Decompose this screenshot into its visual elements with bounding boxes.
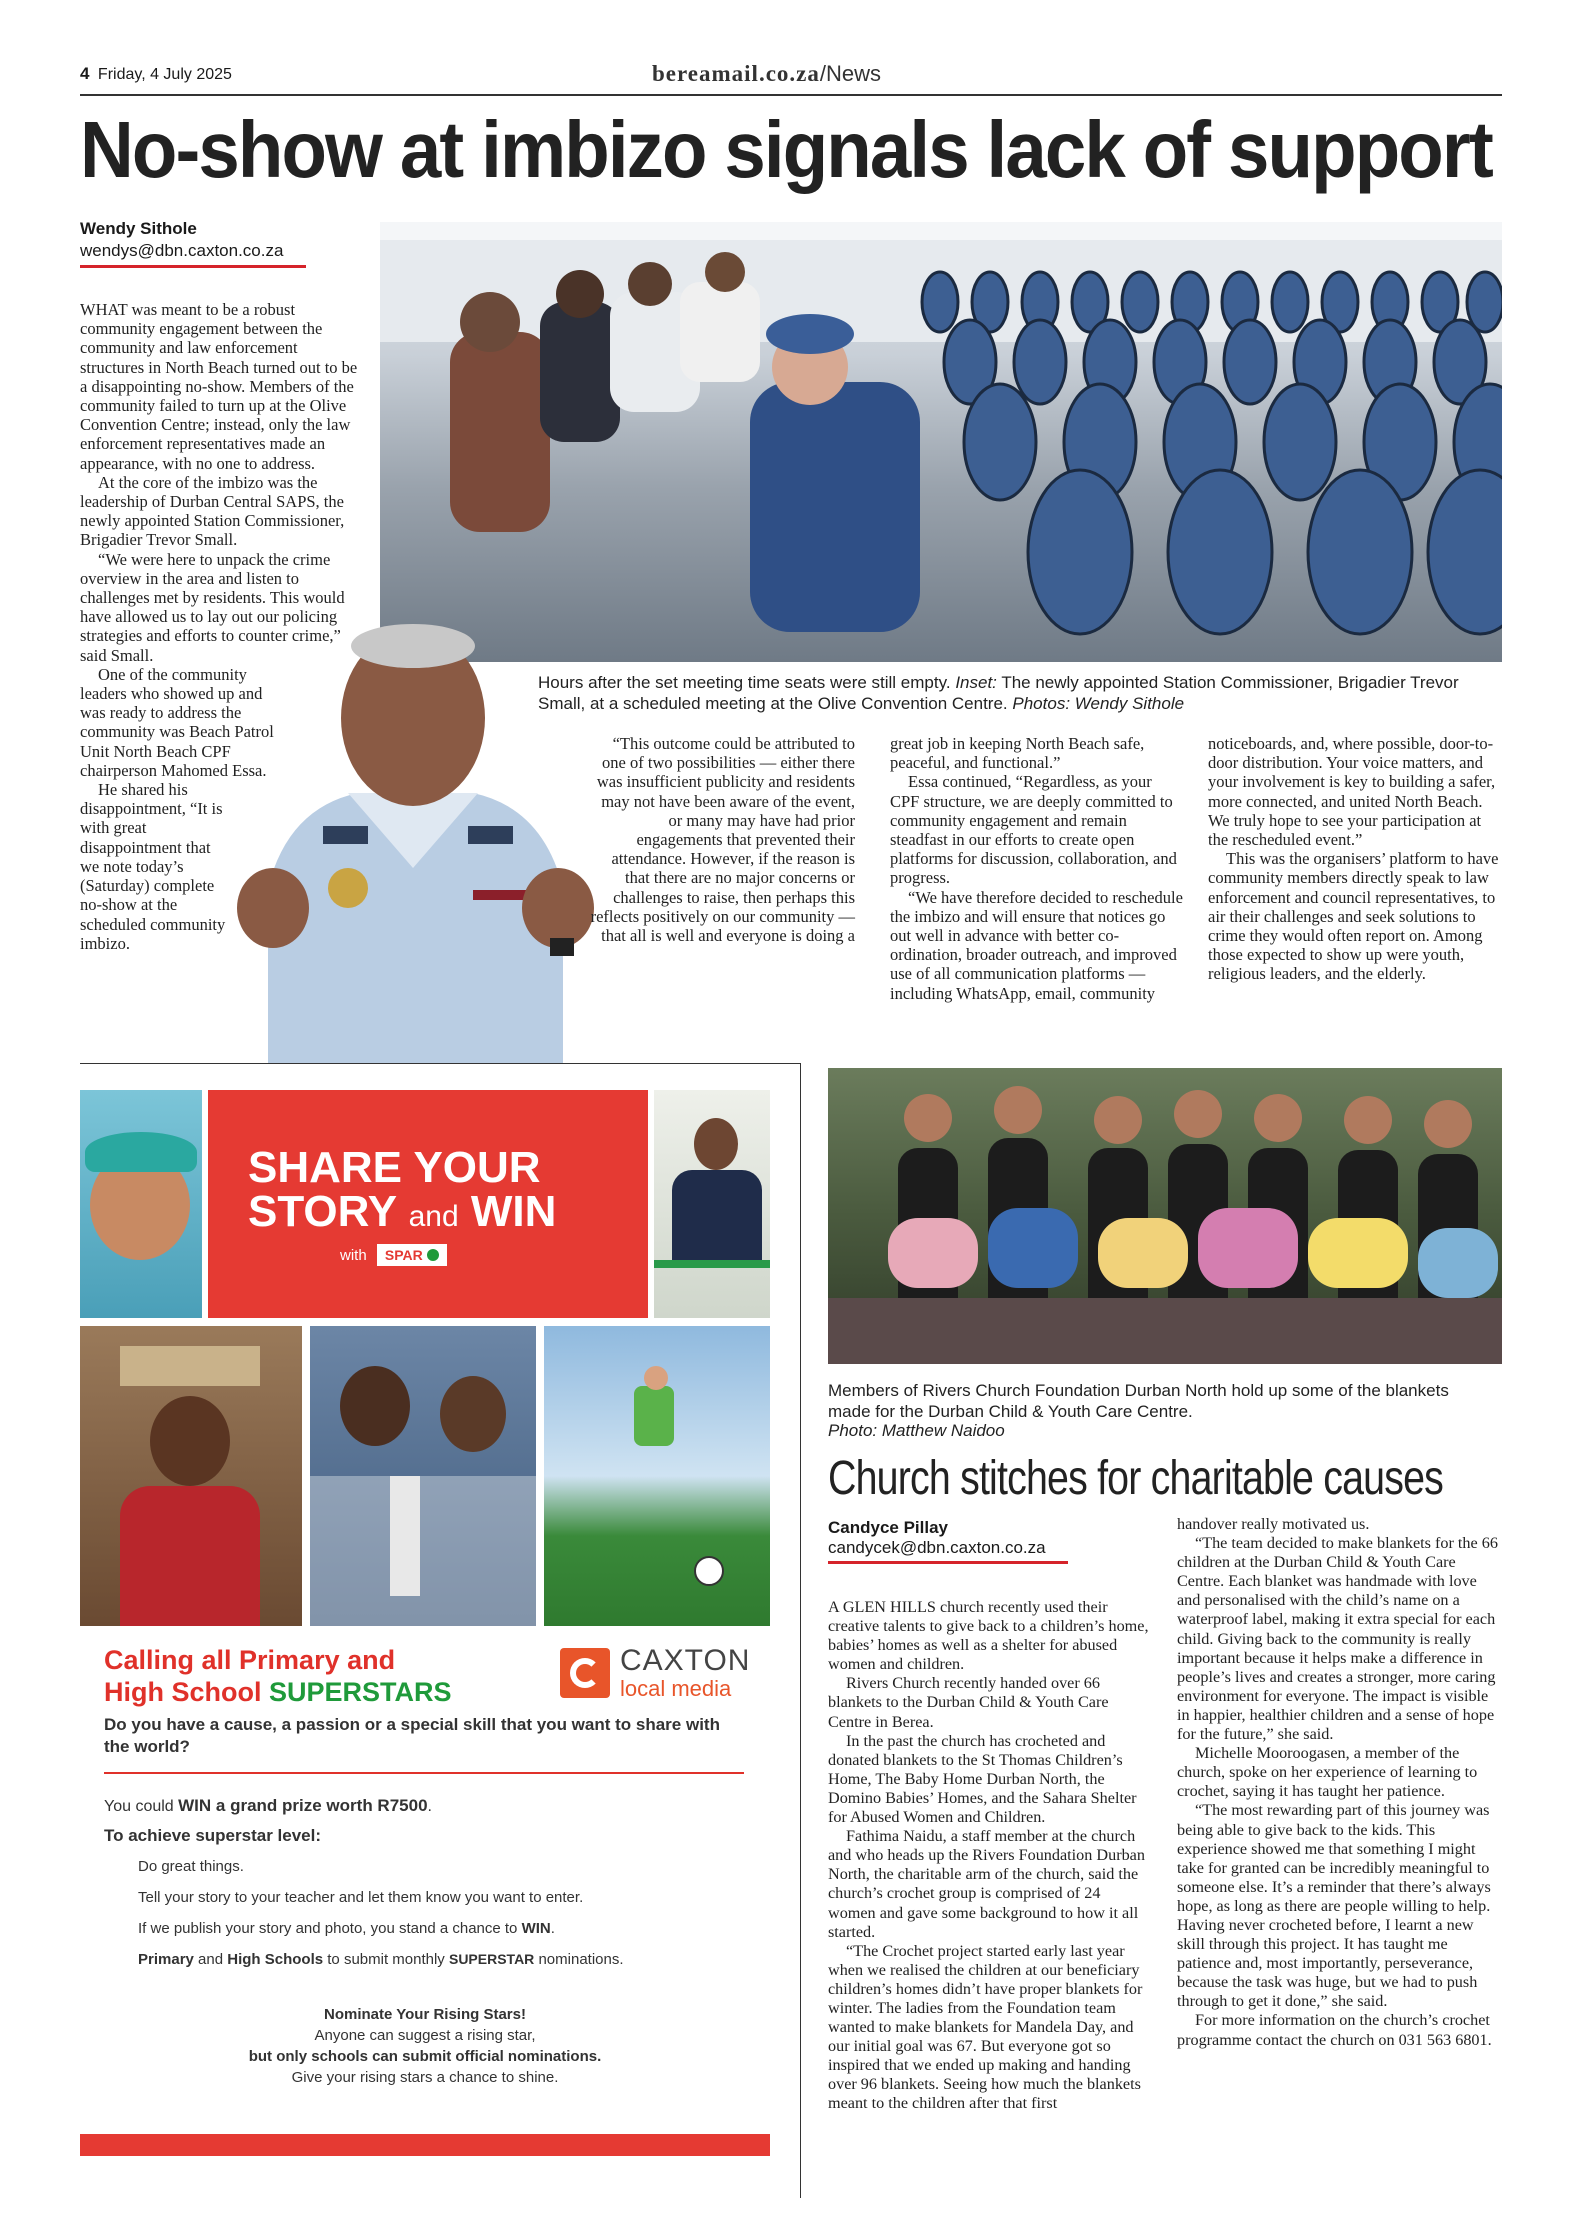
calling-superstars: SUPERSTARS: [269, 1677, 452, 1707]
section-name: /News: [819, 61, 881, 86]
page-number: 4: [80, 64, 90, 83]
header-rule: [80, 94, 1502, 96]
soccer-photo: [544, 1326, 770, 1626]
ad-list-item: Tell your story to your teacher and let them know you want to enter.: [138, 1889, 584, 1906]
win-text-1: You could: [104, 1798, 179, 1815]
paragraph: One of the community leaders who showed up and was ready to address the community was Beach Patrol Unit North Beach CPF chairperson Mahomed Essa.: [80, 664, 274, 780]
ad-red-rule: [104, 1772, 744, 1774]
caption-main: Hours after the set meeting time seats were still empty.: [538, 673, 951, 692]
article2-caption-credit: Photo: Matthew Naidoo: [828, 1421, 1005, 1440]
paragraph: “The Crochet project started early last year when we realised the children at our beneficiary children’s homes didn’t have proper blankets for winter. The ladies from the Foundation team wanted to make blankets for Mandela Day, and our initial goal was 67. But everyone got so inspired that we ended up making and handing over 96 blankets. Seeing how much the blankets meant to the children after that first: [828, 1941, 1143, 2113]
article1-col2: [590, 734, 855, 945]
nominate-line: Anyone can suggest a rising star,: [314, 2027, 536, 2044]
caption-credit: Photos: Wendy Sithole: [1012, 694, 1185, 713]
paragraph: For more information on the church’s crochet programme contact the church on 031 563 6801.: [1177, 2011, 1492, 2049]
nominate-line: Give your rising stars a chance to shine.: [291, 2069, 559, 2086]
paragraph: “We have therefore decided to reschedule the imbizo and will ensure that notices go out well in advance with better co-ordination, broader outreach, and improved use of all communication platforms — including WhatsApp, email, community: [890, 887, 1183, 1003]
article2-col1: [828, 1598, 1152, 2114]
calling-all-heading: [104, 1644, 544, 1708]
superstars-ad[interactable]: [80, 1090, 770, 2188]
banner-story: STORY: [248, 1187, 397, 1236]
girl-with-books-photo: [80, 1326, 302, 1626]
ad-bottom-bar: [80, 2134, 770, 2156]
article1-col4: [1208, 734, 1502, 984]
ad-list-item: If we publish your story and photo, you stand a chance to WIN.: [138, 1920, 555, 1937]
paragraph: Rivers Church recently handed over 66 blankets to the Durban Child & Youth Care Centre in Berea.: [828, 1674, 1109, 1731]
paragraph: “This outcome could be attributed to one of two possibilities — either there was insufficient publicity and residents may not have been aware of the event, or many may have had prior engagements that prevented their attendance. However, if the reason is that there are no major concerns or challenges to raise, then perhaps this reflects positively on our community — that all is well and everyone is doing a: [590, 734, 855, 946]
caxton-local-media: local media: [620, 1676, 732, 1701]
article2-caption-text: Members of Rivers Church Foundation Durban North hold up some of the blankets made for the Durban Child & Youth Care Centre.: [828, 1381, 1449, 1421]
win-text-3: .: [427, 1798, 432, 1815]
paragraph: noticeboards, and, where possible, door-to-door distribution. Your voice matters, and your involvement is key to building a safer, more connected, and united North Beach. We truly hope to see your participation at the rescheduled event.”: [1208, 734, 1496, 850]
ad-win-line: [104, 1796, 432, 1816]
calling-and: and: [339, 1645, 396, 1675]
ad-list: [138, 1858, 758, 1982]
section-divider: [80, 1063, 800, 1064]
paragraph: He shared his disappointment, “It is with great disappointment that we note today’s (Saturday) complete no-show at the scheduled community imbizo.: [80, 780, 226, 953]
caption-inset-label: Inset:: [955, 673, 997, 692]
banner-line1: SHARE YOUR: [248, 1143, 541, 1192]
site-name[interactable]: bereamail.co.za: [652, 61, 820, 86]
paragraph: handover really motivated us.: [1177, 1515, 1370, 1533]
byline-rule: [828, 1561, 1068, 1564]
caxton-logo-icon: [560, 1648, 610, 1698]
caxton-name: CAXTON: [620, 1644, 751, 1677]
article2-email[interactable]: candycek@dbn.caxton.co.za: [828, 1538, 1046, 1557]
article2-caption: [828, 1380, 1502, 1440]
article2-author: Candyce Pillay: [828, 1518, 949, 1537]
article1-author: Wendy Sithole: [80, 219, 197, 238]
nominate-title: Nominate Your Rising Stars!: [324, 2006, 526, 2023]
paragraph: “The team decided to make blankets for the 66 children at the Durban Child & Youth Care Centre. Each blanket was handmade with love and personalised with the child’s name on a waterproof label, making it extra special for each child. Giving back to the community is really important because it helps make a difference in people’s lives and creates a stronger, more caring environment for everyone. The impact is visible in happier, healthier children and a sense of hope for the future,” she said.: [1177, 1534, 1498, 1744]
ad-question: Do you have a cause, a passion or a special skill that you want to share with the world?: [104, 1715, 720, 1756]
paragraph: “We were here to unpack the crime overview in the area and listen to challenges met by residents. This would have allowed us to lay out our policing strategies and efforts to counter crime,” said Small.: [80, 549, 345, 665]
spar-logo: [377, 1244, 447, 1266]
share-story-banner: [208, 1090, 648, 1318]
spar-tree-icon: [427, 1249, 439, 1261]
article2-headline: Church stitches for charitable causes: [828, 1452, 1444, 1505]
column-divider: [800, 1063, 801, 2198]
ad-achieve: To achieve superstar level:: [104, 1826, 322, 1845]
paragraph: “The most rewarding part of this journey was being able to give back to the kids. This experience showed me that something I might take for granted can be incredibly meaningful to someone else. It’s a reminder that there’s always hope, as long as there are people willing to help. Having never crocheted before, I learnt a new skill through this project. It has taught me patience and, most importantly, perseverance, because the task was huge, but we had to push through to get it done,” she said.: [1177, 1801, 1491, 2011]
spar-text: SPAR: [384, 1247, 423, 1263]
banner-and: and: [408, 1200, 459, 1233]
article1-col3: [890, 734, 1185, 1003]
nominate-block: [80, 2004, 770, 2088]
swimmer-photo: [80, 1090, 202, 1318]
article1-caption: [538, 672, 1500, 714]
page-date: Friday, 4 July 2025: [97, 66, 232, 83]
ad-list-item: Primary and High Schools to submit monthly SUPERSTAR nominations.: [138, 1951, 624, 1968]
article1-headline: No-show at imbizo signals lack of support: [80, 105, 1492, 194]
paragraph: Michelle Mooroogasen, a member of the church, spoke on her experience of learning to crochet, saying it has taught her patience.: [1177, 1744, 1478, 1801]
calling-primary: Primary: [239, 1645, 340, 1675]
banner-with: with: [340, 1247, 367, 1264]
caxton-logo: [560, 1644, 760, 1704]
banner-win: WIN: [470, 1187, 557, 1236]
paragraph: In the past the church has crocheted and donated blankets to the St Thomas Children’s Home, The Baby Home Durban North, the Domino Babies’ Homes, and the Sahara Shelter for Abused Women and Children.: [828, 1731, 1137, 1827]
byline-rule: [80, 265, 306, 268]
paragraph: This was the organisers’ platform to have community members directly speak to law enforcement and council representatives, to air their challenges and seek solutions to crime they would often report on. Among those expected to show up were youth, religious leaders, and the elderly.: [1208, 849, 1499, 984]
paragraph: great job in keeping North Beach safe, peaceful, and functional.”: [890, 734, 1145, 773]
page-header: [80, 61, 1500, 94]
paragraph: At the core of the imbizo was the leadership of Durban Central SAPS, the newly appointed Station Commissioner, Brigadier Trevor Small.: [80, 472, 345, 550]
church-blankets-photo: [828, 1068, 1502, 1364]
article2-byline: [828, 1518, 1078, 1564]
calling-text: Calling all: [104, 1645, 240, 1675]
article1-email[interactable]: wendys@dbn.caxton.co.za: [80, 241, 284, 260]
paragraph: Fathima Naidu, a staff member at the church and who heads up the Rivers Foundation Durban North, the charitable arm of the church, said the church’s crochet group is comprised of 24 women and gave some background to how it all started.: [828, 1827, 1145, 1941]
ad-list-item: Do great things.: [138, 1858, 244, 1875]
win-text-2: WIN a grand prize worth R7500: [178, 1796, 428, 1815]
paragraph: WHAT was meant to be a robust community engagement between the community and law enforcement structures in North Beach turned out to be a disappointing no-show. Members of the community failed to turn up at the Olive Convention Centre; instead, only the law enforcement representatives made an appearance, with no one to address.: [80, 300, 358, 473]
article1-col1: [80, 300, 358, 953]
student-writing-photo: [654, 1090, 770, 1318]
article2-col2: [1177, 1515, 1502, 2050]
paragraph: Essa continued, “Regardless, as your CPF structure, we are deeply committed to community engagement and remain steadfast in our efforts to create open platforms for discussion, collaboration, and progress.: [890, 772, 1177, 888]
paragraph: A GLEN HILLS church recently used their creative talents to give back to a children’s home, babies’ homes as well as a shelter for abused women and children.: [828, 1598, 1149, 1674]
microscope-photo: [310, 1326, 536, 1626]
calling-highschool: High School: [104, 1677, 269, 1707]
article1-byline: [80, 219, 306, 268]
nominate-line: but only schools can submit official nominations.: [248, 2048, 602, 2065]
caption-inset: The newly appointed Station Commissioner, Brigadier Trevor Small, at a scheduled meeting at the Olive Convention Centre.: [538, 673, 1459, 713]
